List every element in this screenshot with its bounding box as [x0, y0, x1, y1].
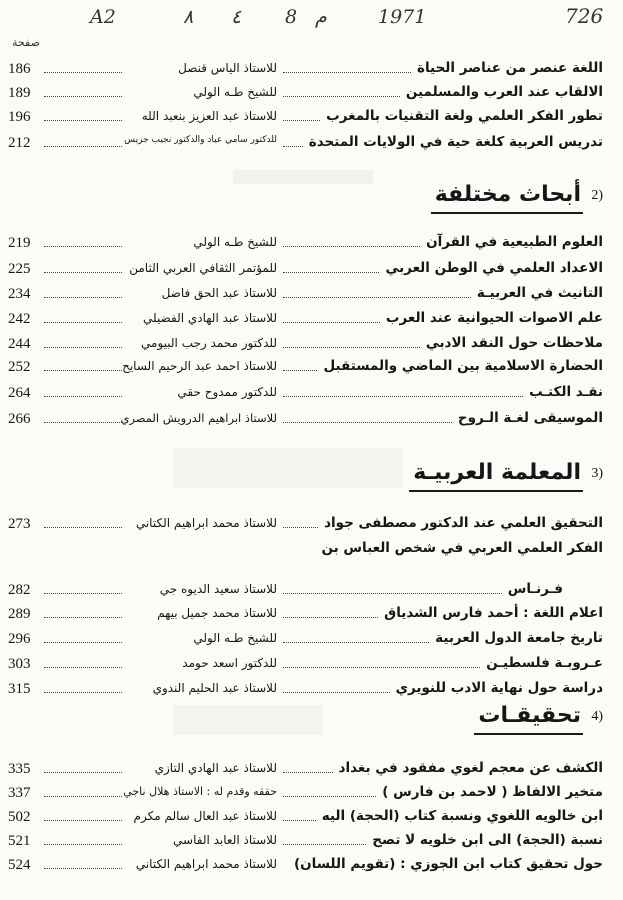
entry-author: للاستاذ الياس قنصل [178, 61, 277, 75]
toc-entry [0, 513, 623, 535]
toc-entry [0, 628, 623, 650]
section-heading-block [353, 182, 603, 212]
section-underline [409, 490, 583, 492]
entry-page-number: 196 [8, 109, 31, 125]
toc-entry [0, 830, 623, 852]
entry-page-number: 225 [8, 261, 31, 277]
title-leader-dots [283, 311, 380, 323]
section-number: 3) [591, 466, 603, 481]
section-heading-block [353, 460, 603, 490]
leader-dots [44, 606, 122, 618]
entry-author: للاستاذ محمد ابراهيم الكتاني [135, 857, 277, 871]
entry-page-number: 212 [8, 135, 31, 151]
leader-dots [44, 681, 122, 693]
handwritten-note-2: ٤ [231, 6, 242, 28]
entry-author: للاستاذ عبد الهادي التازي [154, 761, 277, 775]
section-heading: تحقيقـات [478, 703, 581, 728]
section-underline [474, 733, 583, 735]
title-leader-dots [283, 516, 318, 528]
entry-author: للاستاذ عبد الحق فاضل [161, 286, 277, 300]
entry-title: تدريس العربية كلغة حية في الولايات المتحدة [308, 134, 603, 150]
leader-dots [44, 631, 122, 643]
entry-author: للاستاذ محمد ابراهيم الكتاني [135, 516, 277, 530]
leader-dots [44, 833, 122, 845]
title-leader-dots [283, 809, 316, 821]
toc-entry [0, 806, 623, 828]
leader-dots [44, 656, 122, 668]
entry-page-number: 335 [8, 761, 31, 777]
entry-title: الفكر العلمي العربي في شخص العباس بن [321, 540, 603, 556]
folio-number: 726 [565, 4, 604, 28]
show-through-smudge [173, 705, 323, 735]
leader-dots [44, 311, 122, 323]
title-leader-dots [283, 582, 502, 594]
entry-author: للاستاذ عبد الحليم الندوي [152, 681, 277, 695]
toc-entry [0, 58, 623, 80]
leader-dots [44, 516, 122, 528]
entry-title: نقـد الكتـب [529, 384, 603, 400]
section-heading-block [353, 703, 603, 733]
entry-author: للمؤتمر الثقافي العربي الثامن [129, 261, 277, 275]
title-leader-dots [283, 85, 400, 97]
entry-page-number: 337 [8, 785, 31, 801]
entry-page-number: 242 [8, 311, 31, 327]
entry-title: العلوم الطبيعية في القرآن [426, 234, 603, 250]
entry-page-number: 289 [8, 606, 31, 622]
handwritten-note-4: م [315, 6, 327, 28]
entry-page-number: 234 [8, 286, 31, 302]
title-leader-dots [283, 681, 390, 693]
handwritten-year: 1971 [378, 6, 427, 28]
entry-page-number: 282 [8, 582, 31, 598]
entry-title: الحضارة الاسلامية بين الماضي والمستقبل [323, 358, 603, 374]
entry-author: للدكتور محمد رجب البيومي [141, 336, 277, 350]
toc-entry [0, 758, 623, 780]
entry-page-number: 219 [8, 235, 31, 251]
entry-title: دراسة حول نهاية الادب للنويري [395, 680, 603, 696]
entry-author: للاستاذ العابد الفاسي [173, 833, 277, 847]
page-column-label: صفحة [12, 36, 40, 49]
toc-entry [0, 653, 623, 675]
title-leader-dots [283, 833, 366, 845]
section-heading: المعلمة العربيـة [413, 460, 581, 485]
title-leader-dots [283, 761, 333, 773]
show-through-smudge [233, 170, 373, 184]
entry-title: ملاحظات حول النقد الادبي [425, 335, 603, 351]
leader-dots [44, 761, 122, 773]
section-number: 2) [591, 188, 603, 203]
entry-title: ابن خالويه اللغوي ونسبة كتاب (الحجة) اليه [321, 808, 603, 824]
entry-page-number: 273 [8, 516, 31, 532]
title-leader-dots [283, 631, 429, 643]
entry-title: فـرنـاس [507, 581, 563, 597]
entry-author: للاستاذ عبد العال سالم مكرم [133, 809, 277, 823]
leader-dots [44, 857, 122, 869]
entry-page-number: 244 [8, 336, 31, 352]
title-leader-dots [283, 411, 452, 423]
leader-dots [44, 235, 122, 247]
toc-entry [0, 283, 623, 305]
entry-page-number: 303 [8, 656, 31, 672]
entry-title: الكشف عن معجم لغوي مفقود في بغداد [338, 760, 603, 776]
entry-title: علم الاصوات الحيوانية عند العرب [385, 310, 603, 326]
title-leader-dots [283, 235, 420, 247]
entry-page-number: 315 [8, 681, 31, 697]
toc-entry [0, 382, 623, 404]
entry-page-number: 186 [8, 61, 31, 77]
title-leader-dots [283, 61, 411, 73]
entry-author: للاستاذ احمد عبد الرحيم السايح [122, 359, 277, 373]
entry-title: تطور الفكر العلمي ولغة التقنيات بالمغرب [326, 108, 603, 124]
title-leader-dots [283, 109, 320, 121]
toc-entry [0, 106, 623, 128]
section-heading: أبحاث مختلفة [434, 182, 581, 207]
entry-title: اعلام اللغة : أحمد فارس الشدياق [384, 605, 603, 621]
toc-entry [0, 678, 623, 700]
entry-title: الاعداد العلمي في الوطن العربي [385, 260, 603, 276]
handwritten-note-1: ٨ [183, 6, 194, 28]
toc-entry [0, 308, 623, 330]
leader-dots [44, 109, 122, 121]
handwritten-note-3: 8 [285, 6, 298, 28]
entry-title: عـروبـة فلسطيـن [486, 655, 603, 671]
toc-entry [0, 258, 623, 280]
entry-author: للاستاذ عبد الهادي الفضيلي [143, 311, 277, 325]
toc-entry [0, 132, 623, 154]
leader-dots [44, 785, 122, 797]
title-leader-dots [283, 785, 376, 797]
entry-page-number: 189 [8, 85, 31, 101]
entry-author: للاستاذ محمد جميل بيهم [157, 606, 277, 620]
entry-page-number: 264 [8, 385, 31, 401]
entry-title: نسبة (الحجة) الى ابن خلويه لا تصح [372, 832, 603, 848]
leader-dots [44, 336, 122, 348]
entry-page-number: 521 [8, 833, 31, 849]
leader-dots [44, 135, 122, 147]
leader-dots [44, 582, 122, 594]
entry-title: التانيث في العربيـة [476, 285, 603, 301]
entry-page-number: 296 [8, 631, 31, 647]
entry-title: حول تحقيق كتاب ابن الجوزي : (تقويم اللسان) [293, 856, 603, 872]
toc-entry [0, 82, 623, 104]
entry-author: للاستاذ سعيد الديوه جي [159, 582, 277, 596]
toc-entry [0, 232, 623, 254]
title-leader-dots [283, 336, 420, 348]
title-leader-dots [283, 261, 379, 273]
entry-page-number: 266 [8, 411, 31, 427]
entry-author: للدكتور سامي عياد والدكتور نجيب جريس [124, 135, 277, 145]
entry-title: تاريخ جامعة الدول العربية [435, 630, 603, 646]
handwritten-note-a2: A2 [90, 6, 116, 28]
toc-entry [0, 333, 623, 355]
toc-entry [0, 408, 623, 430]
entry-author: للشيخ طـه الولي [193, 85, 277, 99]
entry-title: متخير الالفاظ ( لاحمد بن فارس ) [382, 784, 603, 800]
title-leader-dots [283, 606, 378, 618]
entry-author: للدكتور ممدوح حقي [177, 385, 277, 399]
title-leader-dots [283, 385, 523, 397]
entry-page-number: 502 [8, 809, 31, 825]
toc-entry [0, 782, 623, 804]
toc-entry [0, 603, 623, 625]
leader-dots [44, 385, 122, 397]
toc-entry [0, 356, 623, 378]
entry-author: للاستاذ ابراهيم الدرويش المصري [120, 411, 277, 425]
title-leader-dots [283, 135, 303, 147]
entry-author: للشيخ طـه الولي [193, 631, 277, 645]
title-leader-dots [283, 656, 480, 668]
leader-dots [44, 411, 122, 423]
toc-entry [0, 579, 623, 601]
title-leader-dots [283, 286, 471, 298]
leader-dots [44, 85, 122, 97]
title-leader-dots [283, 359, 317, 371]
entry-title: اللغة عنصر من عناصر الحياة [417, 60, 603, 76]
entry-title: التحقيق العلمي عند الدكتور مصطفى جواد [324, 515, 603, 531]
leader-dots [44, 359, 122, 371]
leader-dots [44, 286, 122, 298]
entry-author: للاستاذ عبد العزيز بنعبد الله [141, 109, 277, 123]
leader-dots [44, 261, 122, 273]
entry-page-number: 252 [8, 359, 31, 375]
toc-entry [0, 854, 623, 876]
entry-page-number: 524 [8, 857, 31, 873]
entry-title: الموسيقى لغـة الـروح [457, 410, 603, 426]
section-number: 4) [591, 709, 603, 724]
entry-author: حققه وقدم له : الاستاذ هلال ناجي [123, 785, 277, 798]
entry-author: للشيخ طـه الولي [193, 235, 277, 249]
leader-dots [44, 61, 122, 73]
entry-title: الالقاب عند العرب والمسلمين [405, 84, 603, 100]
section-underline [431, 212, 583, 214]
leader-dots [44, 809, 122, 821]
entry-author: للدكتور اسعد حومد [182, 656, 277, 670]
